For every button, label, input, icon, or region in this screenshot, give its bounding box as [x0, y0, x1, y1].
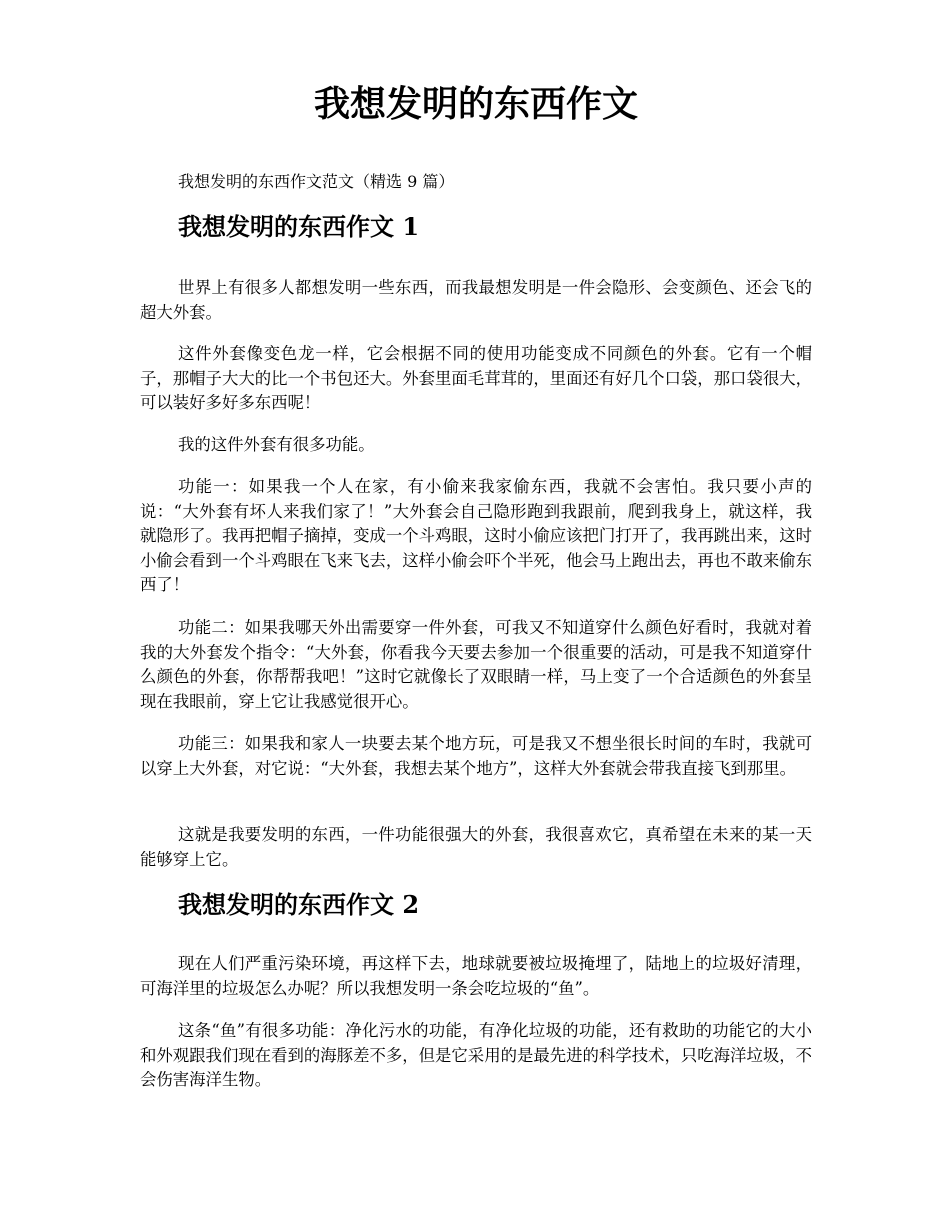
section-heading-2: 我想发明的东西作文 2 [178, 890, 420, 919]
document-title: 我想发明的东西作文 [313, 83, 638, 125]
paragraph: 功能一：如果我一个人在家，有小偷来我家偷东西，我就不会害怕。我只要小声的说：“大外套有坏人来我们家了！”大外套会自己隐形跑到我跟前，爬到我身上，就这样，我就隐形了。我再把帽子摘掉，变成一个斗鸡眼，这时小偷应该把门打开了，我再跳出来，这时小偷会看到一个斗鸡眼在飞来飞去，这样小偷会吓个半死，他会马上跑出去，再也不敢来偷东西了！ [140, 477, 813, 595]
paragraph: 世界上有很多人都想发明一些东西，而我最想发明是一件会隐形、会变颜色、还会飞的超大外套。 [140, 278, 812, 322]
section-heading-1: 我想发明的东西作文 1 [178, 212, 420, 241]
paragraph: 这条“鱼”有很多功能：净化污水的功能，有净化垃圾的功能，还有救助的功能它的大小和外观跟我们现在看到的海豚差不多，但是它采用的是最先进的科学技术，只吃海洋垃圾，不会伤害海洋生物。 [140, 1021, 813, 1090]
paragraph: 这就是我要发明的东西，一件功能很强大的外套，我很喜欢它，真希望在未来的某一天能够穿上它。 [140, 825, 812, 869]
document-subtitle: 我想发明的东西作文范文（精选 9 篇） [178, 172, 455, 191]
paragraph: 我的这件外套有很多功能。 [178, 435, 375, 454]
paragraph: 这件外套像变色龙一样，它会根据不同的使用功能变成不同颜色的外套。它有一个帽子，那帽子大大的比一个书包还大。外套里面毛茸茸的，里面还有好几个口袋，那口袋很大，可以装好多好多东西呢！ [140, 344, 813, 413]
paragraph: 功能二：如果我哪天外出需要穿一件外套，可我又不知道穿什么颜色好看时，我就对着我的大外套发个指令：“大外套，你看我今天要去参加一个很重要的活动，可是我不知道穿什么颜色的外套，你帮帮我吧！”这时它就像长了双眼睛一样，马上变了一个合适颜色的外套呈现在我眼前，穿上它让我感觉很开心。 [140, 618, 812, 711]
paragraph: 现在人们严重污染环境，再这样下去，地球就要被垃圾掩埋了，陆地上的垃圾好清理，可海洋里的垃圾怎么办呢？所以我想发明一条会吃垃圾的“鱼”。 [140, 954, 812, 998]
paragraph: 功能三：如果我和家人一块要去某个地方玩，可是我又不想坐很长时间的车时，我就可以穿上大外套，对它说：“大外套，我想去某个地方”，这样大外套就会带我直接飞到那里。 [140, 734, 812, 778]
